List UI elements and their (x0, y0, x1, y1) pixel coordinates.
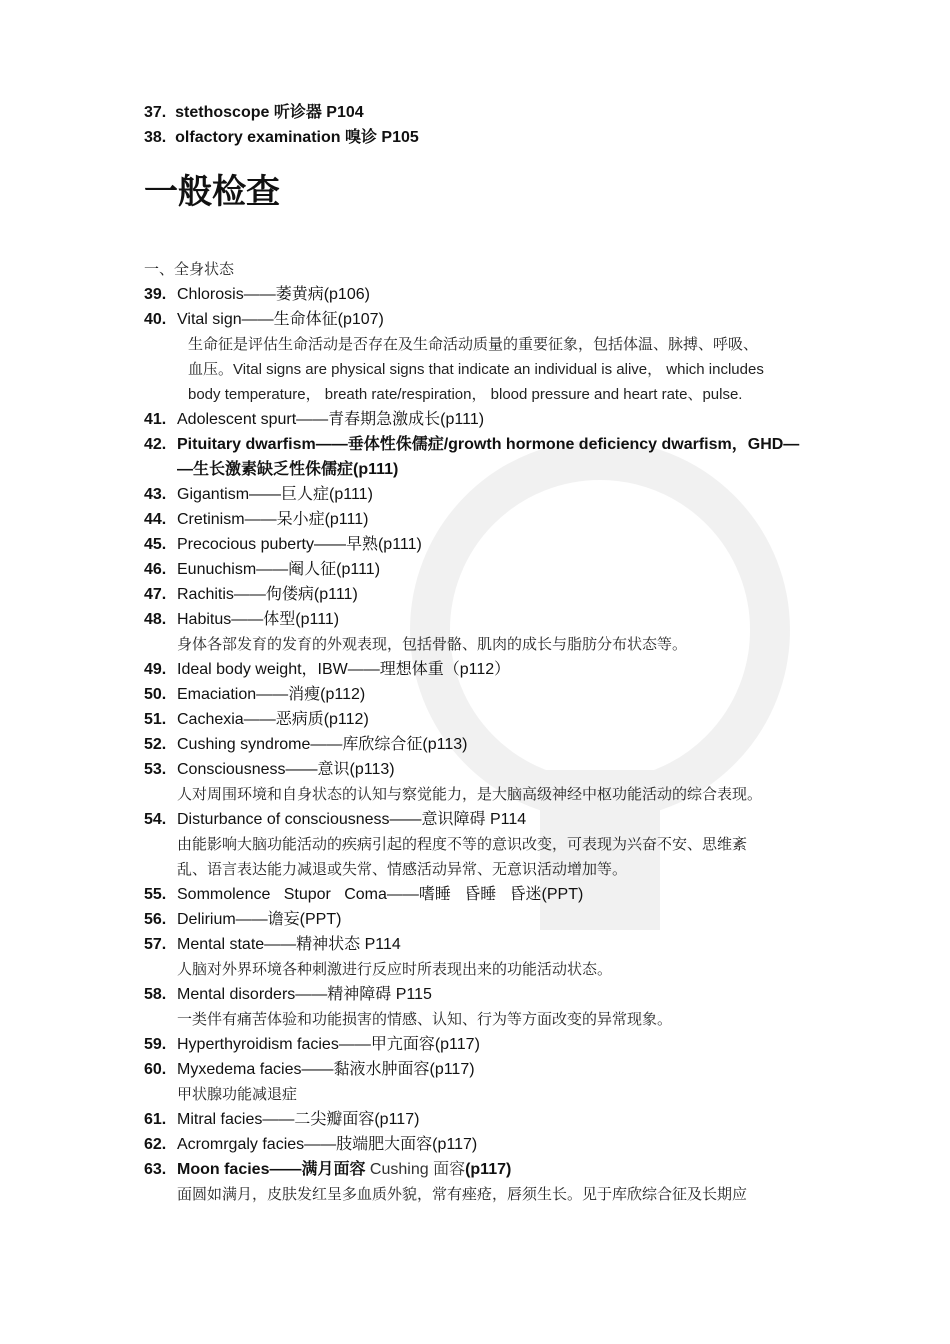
item-term: Ideal body weight，IBW——理想体重（p112） (177, 661, 511, 678)
item-description (144, 782, 824, 807)
item-term-continued: —生长激素缺乏性侏儒症(p111) (177, 461, 399, 478)
description-line: 一类伴有痛苦体验和功能损害的情感、认知、行为等方面改变的异常现象。 (177, 1011, 673, 1028)
list-item-60 (144, 1057, 824, 1082)
item-term: Mitral facies——二尖瓣面容(p117) (177, 1111, 420, 1128)
item-number: 54. (144, 811, 167, 828)
item-number: 63. (144, 1161, 167, 1178)
item-text: olfactory examination 嗅诊 P105 (175, 129, 419, 146)
item-term: Vital sign——生命体征(p107) (177, 311, 384, 328)
list-item-63 (144, 1157, 824, 1182)
item-text: stethoscope 听诊器 P104 (175, 104, 364, 121)
list-item-61 (144, 1107, 824, 1132)
item-description (144, 957, 824, 982)
item-number: 41. (144, 411, 167, 428)
item-term: Cretinism——呆小症(p111) (177, 511, 369, 528)
list-item-54 (144, 807, 824, 832)
item-number: 44. (144, 511, 167, 528)
item-description (144, 1082, 824, 1107)
item-number: 40. (144, 311, 167, 328)
item-number: 38. (144, 129, 167, 146)
description-line: 甲状腺功能减退症 (177, 1086, 298, 1103)
item-number: 58. (144, 986, 167, 1003)
item-term: Mental disorders——精神障碍 P115 (177, 986, 432, 1003)
item-description (144, 632, 824, 657)
item-description (144, 832, 824, 882)
list-item-57 (144, 932, 824, 957)
item-number: 61. (144, 1111, 167, 1128)
list-item-59 (144, 1032, 824, 1057)
item-term: Moon facies——满月面容 (177, 1161, 366, 1178)
section-title: 一般检查 (144, 173, 280, 211)
item-term: Acromrgaly facies——肢端肥大面容(p117) (177, 1136, 478, 1153)
item-term: Cachexia——恶病质(p112) (177, 711, 369, 728)
item-number: 46. (144, 561, 167, 578)
item-number: 51. (144, 711, 167, 728)
list-item-37 (144, 100, 824, 125)
item-number: 39. (144, 286, 167, 303)
list-item-53 (144, 757, 824, 782)
item-term: Consciousness——意识(p113) (177, 761, 395, 778)
list-item-40 (144, 307, 824, 332)
item-number: 45. (144, 536, 167, 553)
list-item-49 (144, 657, 824, 682)
item-term: Precocious puberty——早熟(p111) (177, 536, 422, 553)
item-number: 42. (144, 436, 167, 453)
description-line: 血压。Vital signs are physical signs that indicate an individual is alive， which includes (188, 361, 764, 378)
item-number: 57. (144, 936, 167, 953)
item-term: Eunuchism——阉人征(p111) (177, 561, 381, 578)
description-line: 面圆如满月，皮肤发红呈多血质外貌，常有痤疮，唇须生长。见于库欣综合征及长期应 (177, 1186, 748, 1203)
item-term: Delirium——谵妄(PPT) (177, 911, 342, 928)
description-line: 生命征是评估生命活动是否存在及生命活动质量的重要征象，包括体温、脉搏、呼吸、 (188, 336, 759, 353)
list-item-47 (144, 582, 824, 607)
item-term: Cushing syndrome——库欣综合征(p113) (177, 736, 468, 753)
document-page (144, 100, 824, 1207)
item-number: 53. (144, 761, 167, 778)
item-term: Pituitary dwarfism——垂体性侏儒症/growth hormone deficiency dwarfism，GHD— (177, 436, 800, 453)
list-item-39 (144, 282, 824, 307)
list-item-44 (144, 507, 824, 532)
list-item-51 (144, 707, 824, 732)
list-item-46 (144, 557, 824, 582)
item-term-page: (p117) (465, 1161, 512, 1178)
item-term: Mental state——精神状态 P114 (177, 936, 401, 953)
description-line: 由能影响大脑功能活动的疾病引起的程度不等的意识改变，可表现为兴奋不安、思维紊 (177, 836, 748, 853)
item-term: Hyperthyroidism facies——甲亢面容(p117) (177, 1036, 480, 1053)
item-number: 47. (144, 586, 167, 603)
item-number: 43. (144, 486, 167, 503)
item-number: 56. (144, 911, 167, 928)
item-term: Rachitis——佝偻病(p111) (177, 586, 358, 603)
list-item-55 (144, 882, 824, 907)
item-description (144, 1007, 824, 1032)
list-item-62 (144, 1132, 824, 1157)
list-item-38 (144, 125, 824, 150)
item-number: 49. (144, 661, 167, 678)
list-item-48 (144, 607, 824, 632)
description-line: 乱、语言表达能力减退或失常、情感活动异常、无意识活动增加等。 (177, 861, 628, 878)
item-term-alias: Cushing 面容 (365, 1161, 466, 1178)
item-term: Emaciation——消瘦(p112) (177, 686, 366, 703)
list-item-45 (144, 532, 824, 557)
list-item-50 (144, 682, 824, 707)
item-number: 50. (144, 686, 167, 703)
item-number: 60. (144, 1061, 167, 1078)
item-number: 48. (144, 611, 167, 628)
item-term: Gigantism——巨人症(p111) (177, 486, 373, 503)
item-description (144, 1182, 824, 1207)
list-item-58 (144, 982, 824, 1007)
list-item-42 (144, 432, 824, 482)
item-term: Adolescent spurt——青春期急激成长(p111) (177, 411, 485, 428)
list-item-52 (144, 732, 824, 757)
item-term: Chlorosis——萎黄病(p106) (177, 286, 370, 303)
item-description (144, 332, 824, 407)
item-number: 59. (144, 1036, 167, 1053)
subsection-heading: 一、全身状态 (144, 261, 235, 278)
item-term: Disturbance of consciousness——意识障碍 P114 (177, 811, 527, 828)
item-number: 37. (144, 104, 167, 121)
item-term: Myxedema facies——黏液水肿面容(p117) (177, 1061, 475, 1078)
description-line: body temperature， breath rate/respiration， blood pressure and heart rate、pulse. (188, 386, 743, 403)
item-number: 62. (144, 1136, 167, 1153)
item-term: Habitus——体型(p111) (177, 611, 340, 628)
description-line: 人对周围环境和自身状态的认知与察觉能力，是大脑高级神经中枢功能活动的综合表现。 (177, 786, 763, 803)
item-term: Sommolence Stupor Coma——嗜睡 昏睡 昏迷(PPT) (177, 886, 584, 903)
list-item-43 (144, 482, 824, 507)
list-item-41 (144, 407, 824, 432)
list-item-56 (144, 907, 824, 932)
item-number: 52. (144, 736, 167, 753)
description-line: 人脑对外界环境各种刺激进行反应时所表现出来的功能活动状态。 (177, 961, 613, 978)
description-line: 身体各部发育的发育的外观表现，包括骨骼、肌肉的成长与脂肪分布状态等。 (177, 636, 688, 653)
item-number: 55. (144, 886, 167, 903)
